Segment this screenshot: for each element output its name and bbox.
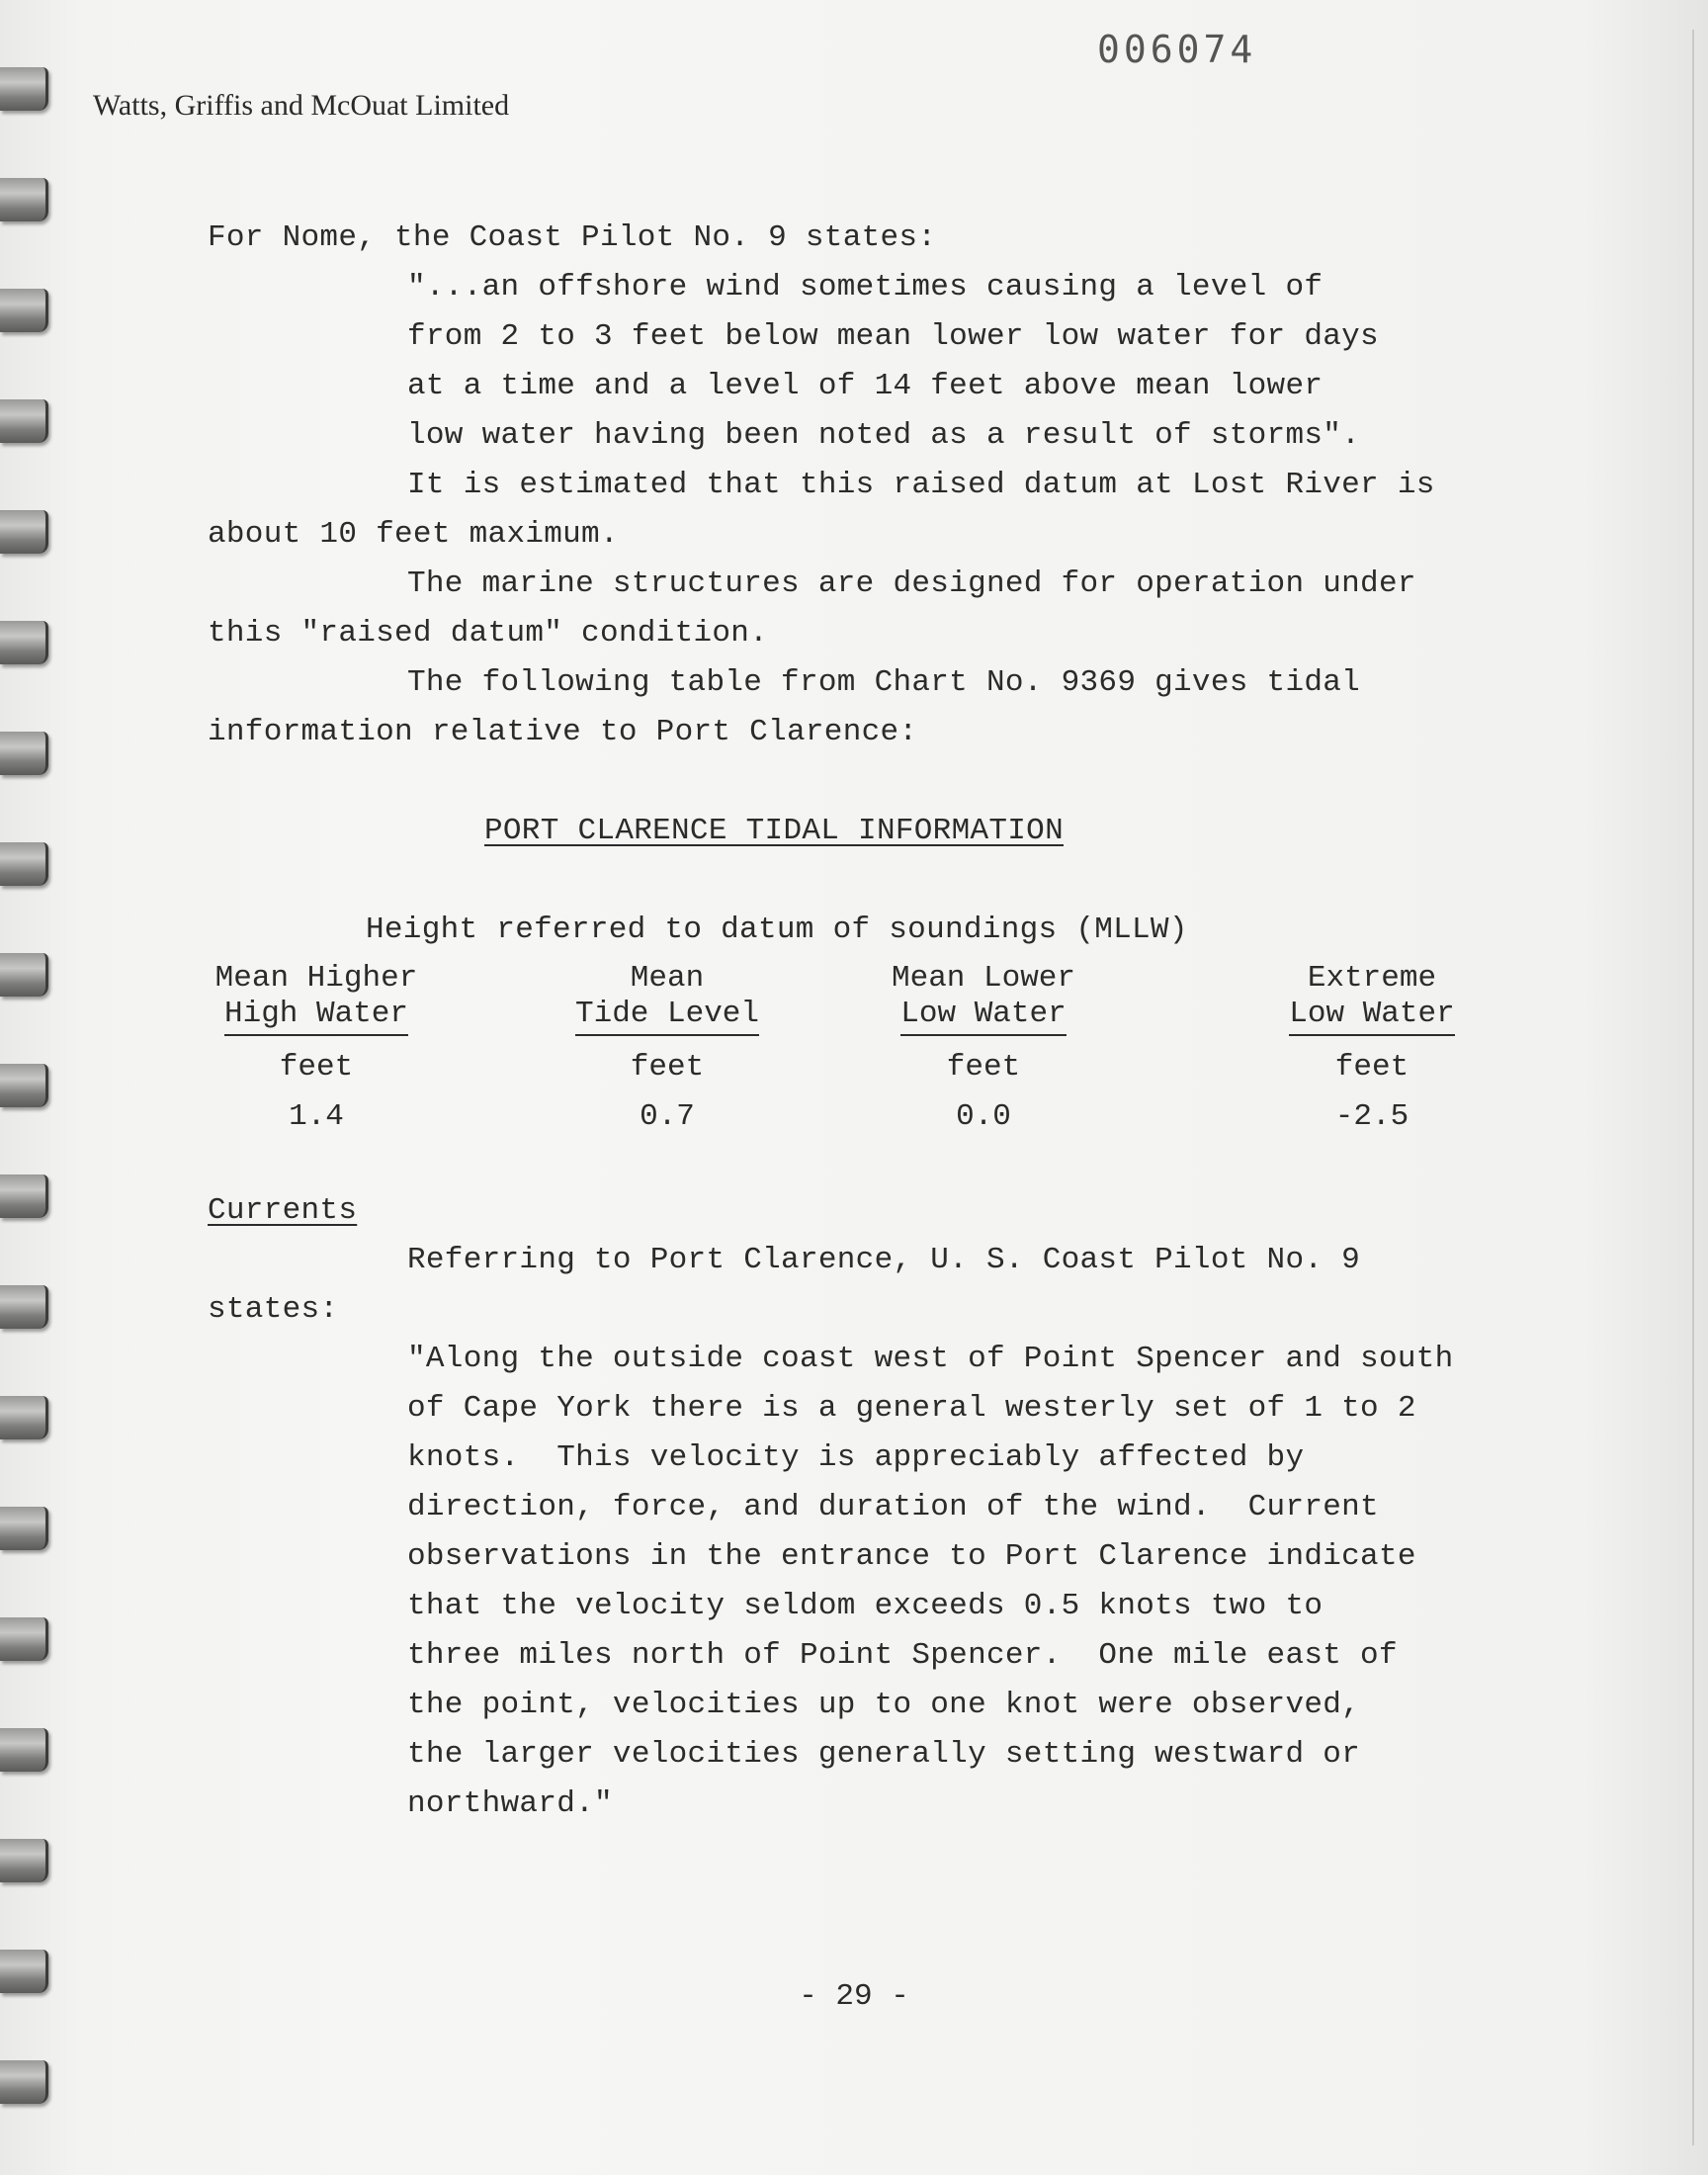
binding-ring xyxy=(0,1396,48,1439)
document-number: 006074 xyxy=(1097,28,1257,71)
paragraph-line: about 10 feet maximum. xyxy=(208,517,619,552)
quote-line: the point, velocities up to one knot were observed, xyxy=(407,1688,1361,1722)
table-title: PORT CLARENCE TIDAL INFORMATION xyxy=(484,814,1064,848)
quote-line: "Along the outside coast west of Point Spencer and south xyxy=(407,1342,1454,1376)
binding-ring xyxy=(0,1285,48,1329)
quote-line: of Cape York there is a general westerly set of 1 to 2 xyxy=(407,1391,1416,1426)
binding-ring xyxy=(0,1839,48,1882)
binding-ring xyxy=(0,842,48,886)
page-number: - 29 - xyxy=(799,1979,909,2014)
paragraph-line: states: xyxy=(208,1292,339,1327)
column-value: 1.4 xyxy=(289,1099,344,1134)
quote-line: "...an offshore wind sometimes causing a level of xyxy=(407,270,1324,304)
binding-ring xyxy=(0,178,48,221)
column-header-line: Tide Level xyxy=(575,997,759,1036)
binding-ring xyxy=(0,953,48,997)
quote-line: direction, force, and duration of the wind. Current xyxy=(407,1490,1379,1524)
binding-ring xyxy=(0,399,48,443)
quote-line: at a time and a level of 14 feet above mean lower xyxy=(407,369,1324,403)
column-value: -2.5 xyxy=(1334,1099,1409,1134)
binding-ring xyxy=(0,510,48,554)
column-header-line: Extreme xyxy=(1307,961,1437,996)
column-unit: feet xyxy=(1334,1050,1409,1085)
binding-ring xyxy=(0,1728,48,1772)
binding-ring xyxy=(0,621,48,664)
intro-line: For Nome, the Coast Pilot No. 9 states: xyxy=(208,220,937,255)
quote-line: three miles north of Point Spencer. One mile east of xyxy=(407,1638,1398,1673)
quote-line: knots. This velocity is appreciably affected by xyxy=(407,1440,1305,1475)
quote-line: that the velocity seldom exceeds 0.5 knots two to xyxy=(407,1589,1324,1623)
table-column xyxy=(1243,961,1500,1135)
table-column xyxy=(188,961,445,1135)
page-edge xyxy=(1692,30,1694,2145)
table-column xyxy=(539,961,796,1135)
paragraph-line: this "raised datum" condition. xyxy=(208,616,769,651)
column-unit: feet xyxy=(279,1050,354,1085)
paragraph-line: It is estimated that this raised datum at Lost River is xyxy=(407,468,1435,502)
table-column xyxy=(855,961,1112,1135)
binding-ring xyxy=(0,1507,48,1550)
binding-ring xyxy=(0,1064,48,1107)
spiral-binding xyxy=(0,0,55,2175)
binding-ring xyxy=(0,1174,48,1218)
column-header-line: Mean Lower xyxy=(891,961,1076,996)
paragraph-line: The marine structures are designed for operation under xyxy=(407,566,1416,601)
binding-ring xyxy=(0,67,48,111)
binding-ring xyxy=(0,2060,48,2104)
paragraph-line: information relative to Port Clarence: xyxy=(208,715,918,749)
quote-line: northward." xyxy=(407,1786,613,1821)
column-value: 0.7 xyxy=(640,1099,695,1134)
column-header-line: Mean Higher xyxy=(214,961,418,996)
quote-line: observations in the entrance to Port Clarence indicate xyxy=(407,1539,1416,1574)
binding-ring xyxy=(0,289,48,332)
quote-line: from 2 to 3 feet below mean lower low water for days xyxy=(407,319,1379,354)
letterhead: Watts, Griffis and McOuat Limited xyxy=(93,89,510,122)
quote-line: low water having been noted as a result of storms". xyxy=(407,418,1361,453)
binding-ring xyxy=(0,732,48,775)
quote-line: the larger velocities generally setting westward or xyxy=(407,1737,1361,1772)
column-header-line: High Water xyxy=(224,997,408,1036)
paragraph-line: The following table from Chart No. 9369 gives tidal xyxy=(407,665,1361,700)
column-unit: feet xyxy=(946,1050,1021,1085)
column-header-line: Low Water xyxy=(900,997,1066,1036)
table-subtitle: Height referred to datum of soundings (MLLW) xyxy=(366,913,1188,947)
column-header-line: Low Water xyxy=(1289,997,1454,1036)
column-unit: feet xyxy=(630,1050,705,1085)
column-value: 0.0 xyxy=(956,1099,1011,1134)
paragraph-line: Referring to Port Clarence, U. S. Coast Pilot No. 9 xyxy=(407,1243,1361,1277)
column-header-line: Mean xyxy=(630,961,705,996)
binding-ring xyxy=(0,1617,48,1661)
section-heading: Currents xyxy=(208,1193,358,1228)
